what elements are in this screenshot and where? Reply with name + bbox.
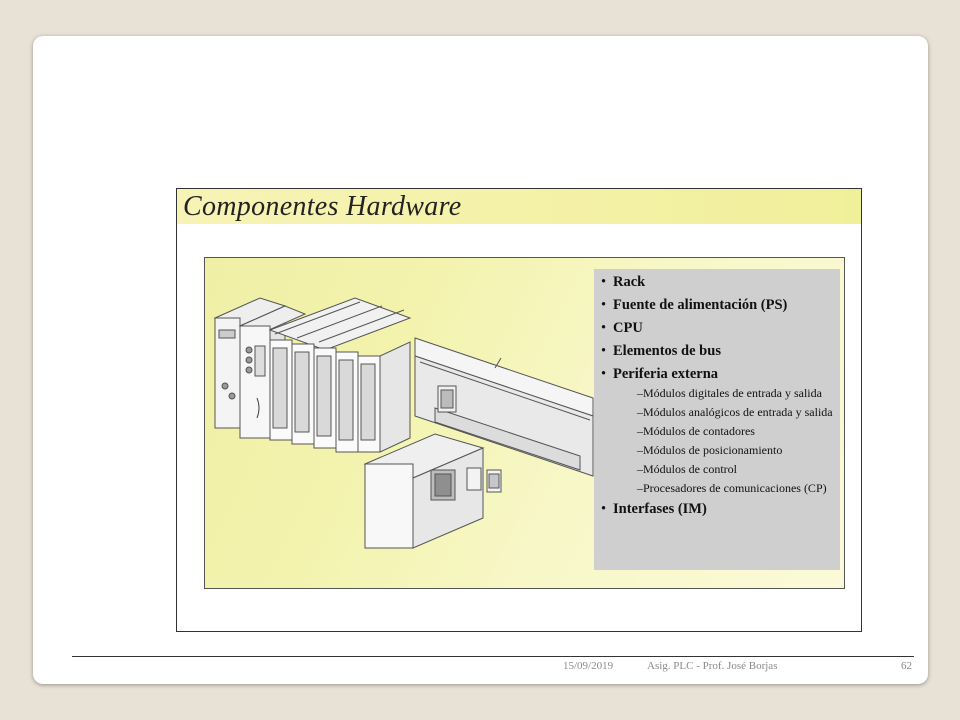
sub-item-positioning: –Módulos de posicionamiento [637,443,783,457]
slide [33,36,928,684]
title-band [177,189,861,224]
component-item-rack [601,273,834,292]
sub-item-control: –Módulos de control [637,462,737,476]
slide-title: Componentes Hardware [183,191,462,222]
footer-divider [72,656,914,657]
component-label: Fuente de alimentación (PS) [613,297,788,313]
component-item-bus-elements [601,342,834,361]
slide-figure [176,188,862,632]
component-item-cpu [601,319,834,338]
component-label: CPU [613,320,643,336]
bullet-icon: • [601,297,607,313]
hardware-panel [204,257,845,589]
component-item-external-periphery [601,365,834,384]
io-modules-shape [270,298,410,452]
footer-course: Asig. PLC - Prof. José Borjas [647,660,778,672]
periphery-sublist [637,386,834,496]
bus-connector-shape [438,386,456,412]
component-label: Interfases (IM) [613,501,707,517]
components-list [594,269,840,570]
sub-item-counters: –Módulos de contadores [637,424,755,438]
plc-hardware-illustration [205,258,595,588]
component-item-interfaces [601,500,834,519]
sub-item-analog-io: –Módulos analógicos de entrada y salida [637,405,833,419]
sub-item-digital-io: –Módulos digitales de entrada y salida [637,386,822,400]
bullet-icon: • [601,501,607,517]
component-label: Periferia externa [613,366,719,382]
bullet-icon: • [601,343,607,359]
component-label: Rack [613,274,646,290]
bullet-icon: • [601,274,607,290]
im-connector-shape [487,470,501,492]
sub-item-communication-processors: –Procesadores de comunicaciones (CP) [637,481,827,495]
bullet-icon: • [601,320,607,336]
bullet-icon: • [601,366,607,382]
component-item-power-supply [601,296,834,315]
footer-date: 15/09/2019 [563,660,614,672]
footer-page-number: 62 [901,660,912,672]
component-label: Elementos de bus [613,343,721,359]
